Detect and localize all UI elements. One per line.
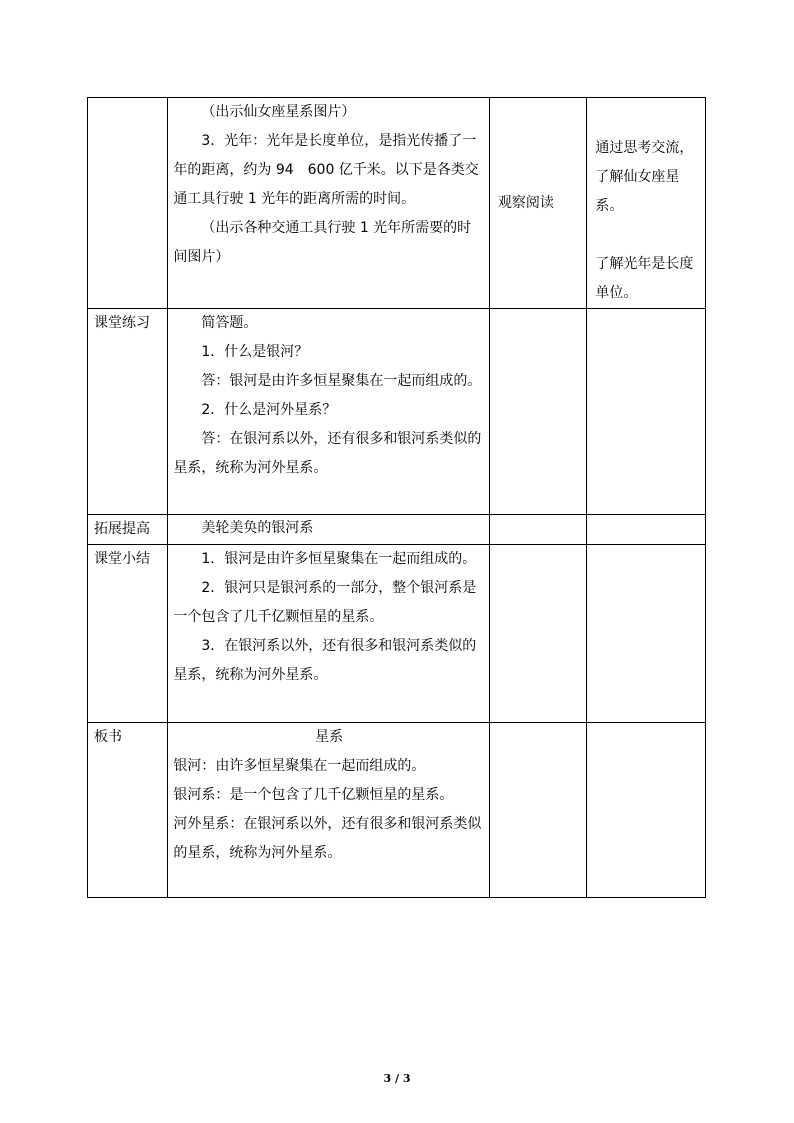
row-label-practice: 课堂练习 [88, 309, 168, 515]
content-line: 1．银河是由许多恒星聚集在一起而组成的。 [201, 551, 477, 567]
row-goals-extension [587, 515, 706, 545]
row-activity-board [489, 723, 586, 898]
content-line: 3．光年：光年是长度单位，是指光传播了一年的距离，约为 94 600 亿千米。以下是各类交通工具行驶 1 光年的距离所需的时间。 [173, 133, 479, 207]
table-row-extension [88, 515, 706, 545]
table-row-intro [88, 98, 706, 309]
row-activity-intro: 观察阅读 [489, 98, 586, 309]
row-content-extension [168, 515, 490, 545]
content-line: 美轮美奂的银河系 [201, 520, 314, 536]
row-content-intro [168, 98, 490, 309]
lesson-plan-table [87, 97, 706, 898]
content-line: 答：银河是由许多恒星聚集在一起而组成的。 [201, 373, 482, 389]
goal-line: 了解光年是长度单位。 [595, 256, 694, 301]
board-title: 星系 [315, 729, 344, 745]
row-activity-extension [489, 515, 586, 545]
row-label-extension: 拓展提高 [88, 515, 168, 545]
row-activity-practice [489, 309, 586, 515]
table-row-summary [88, 545, 706, 723]
row-activity-summary [489, 545, 586, 723]
row-content-board [168, 723, 490, 898]
row-label-board: 板书 [88, 723, 168, 898]
row-goals-summary [587, 545, 706, 723]
row-goals-practice [587, 309, 706, 515]
page-number: 3 / 3 [383, 1072, 411, 1085]
row-label-summary: 课堂小结 [88, 545, 168, 723]
content-line: 银河：由许多恒星聚集在一起而组成的。 [173, 758, 426, 774]
content-line: 答：在银河系以外，还有很多和银河系类似的星系，统称为河外星系。 [173, 431, 482, 476]
row-goals-board [587, 723, 706, 898]
content-line: 1．什么是银河？ [201, 344, 309, 360]
row-goals-intro [587, 98, 706, 309]
table-row-practice [88, 309, 706, 515]
row-label-intro [88, 98, 168, 309]
content-line: （出示各种交通工具行驶 1 光年所需要的时间图片） [173, 220, 472, 265]
row-content-practice [168, 309, 490, 515]
table-row-board [88, 723, 706, 898]
content-line: 2．银河只是银河系的一部分，整个银河系是一个包含了几千亿颗恒星的星系。 [173, 580, 477, 625]
content-line: 简答题。 [201, 315, 258, 331]
content-line: 3．在银河系以外，还有很多和银河系类似的星系，统称为河外星系。 [173, 638, 477, 683]
content-line: 2．什么是河外星系？ [201, 402, 337, 418]
content-line: 银河系：是一个包含了几千亿颗恒星的星系。 [173, 787, 454, 803]
goal-spacer [595, 221, 699, 250]
content-line: （出示仙女座星系图片） [201, 104, 356, 120]
row-content-summary [168, 545, 490, 723]
goal-line: 通过思考交流，了解仙女座星系。 [595, 140, 694, 214]
content-line: 河外星系：在银河系以外，还有很多和银河系类似的星系，统称为河外星系。 [173, 816, 482, 861]
